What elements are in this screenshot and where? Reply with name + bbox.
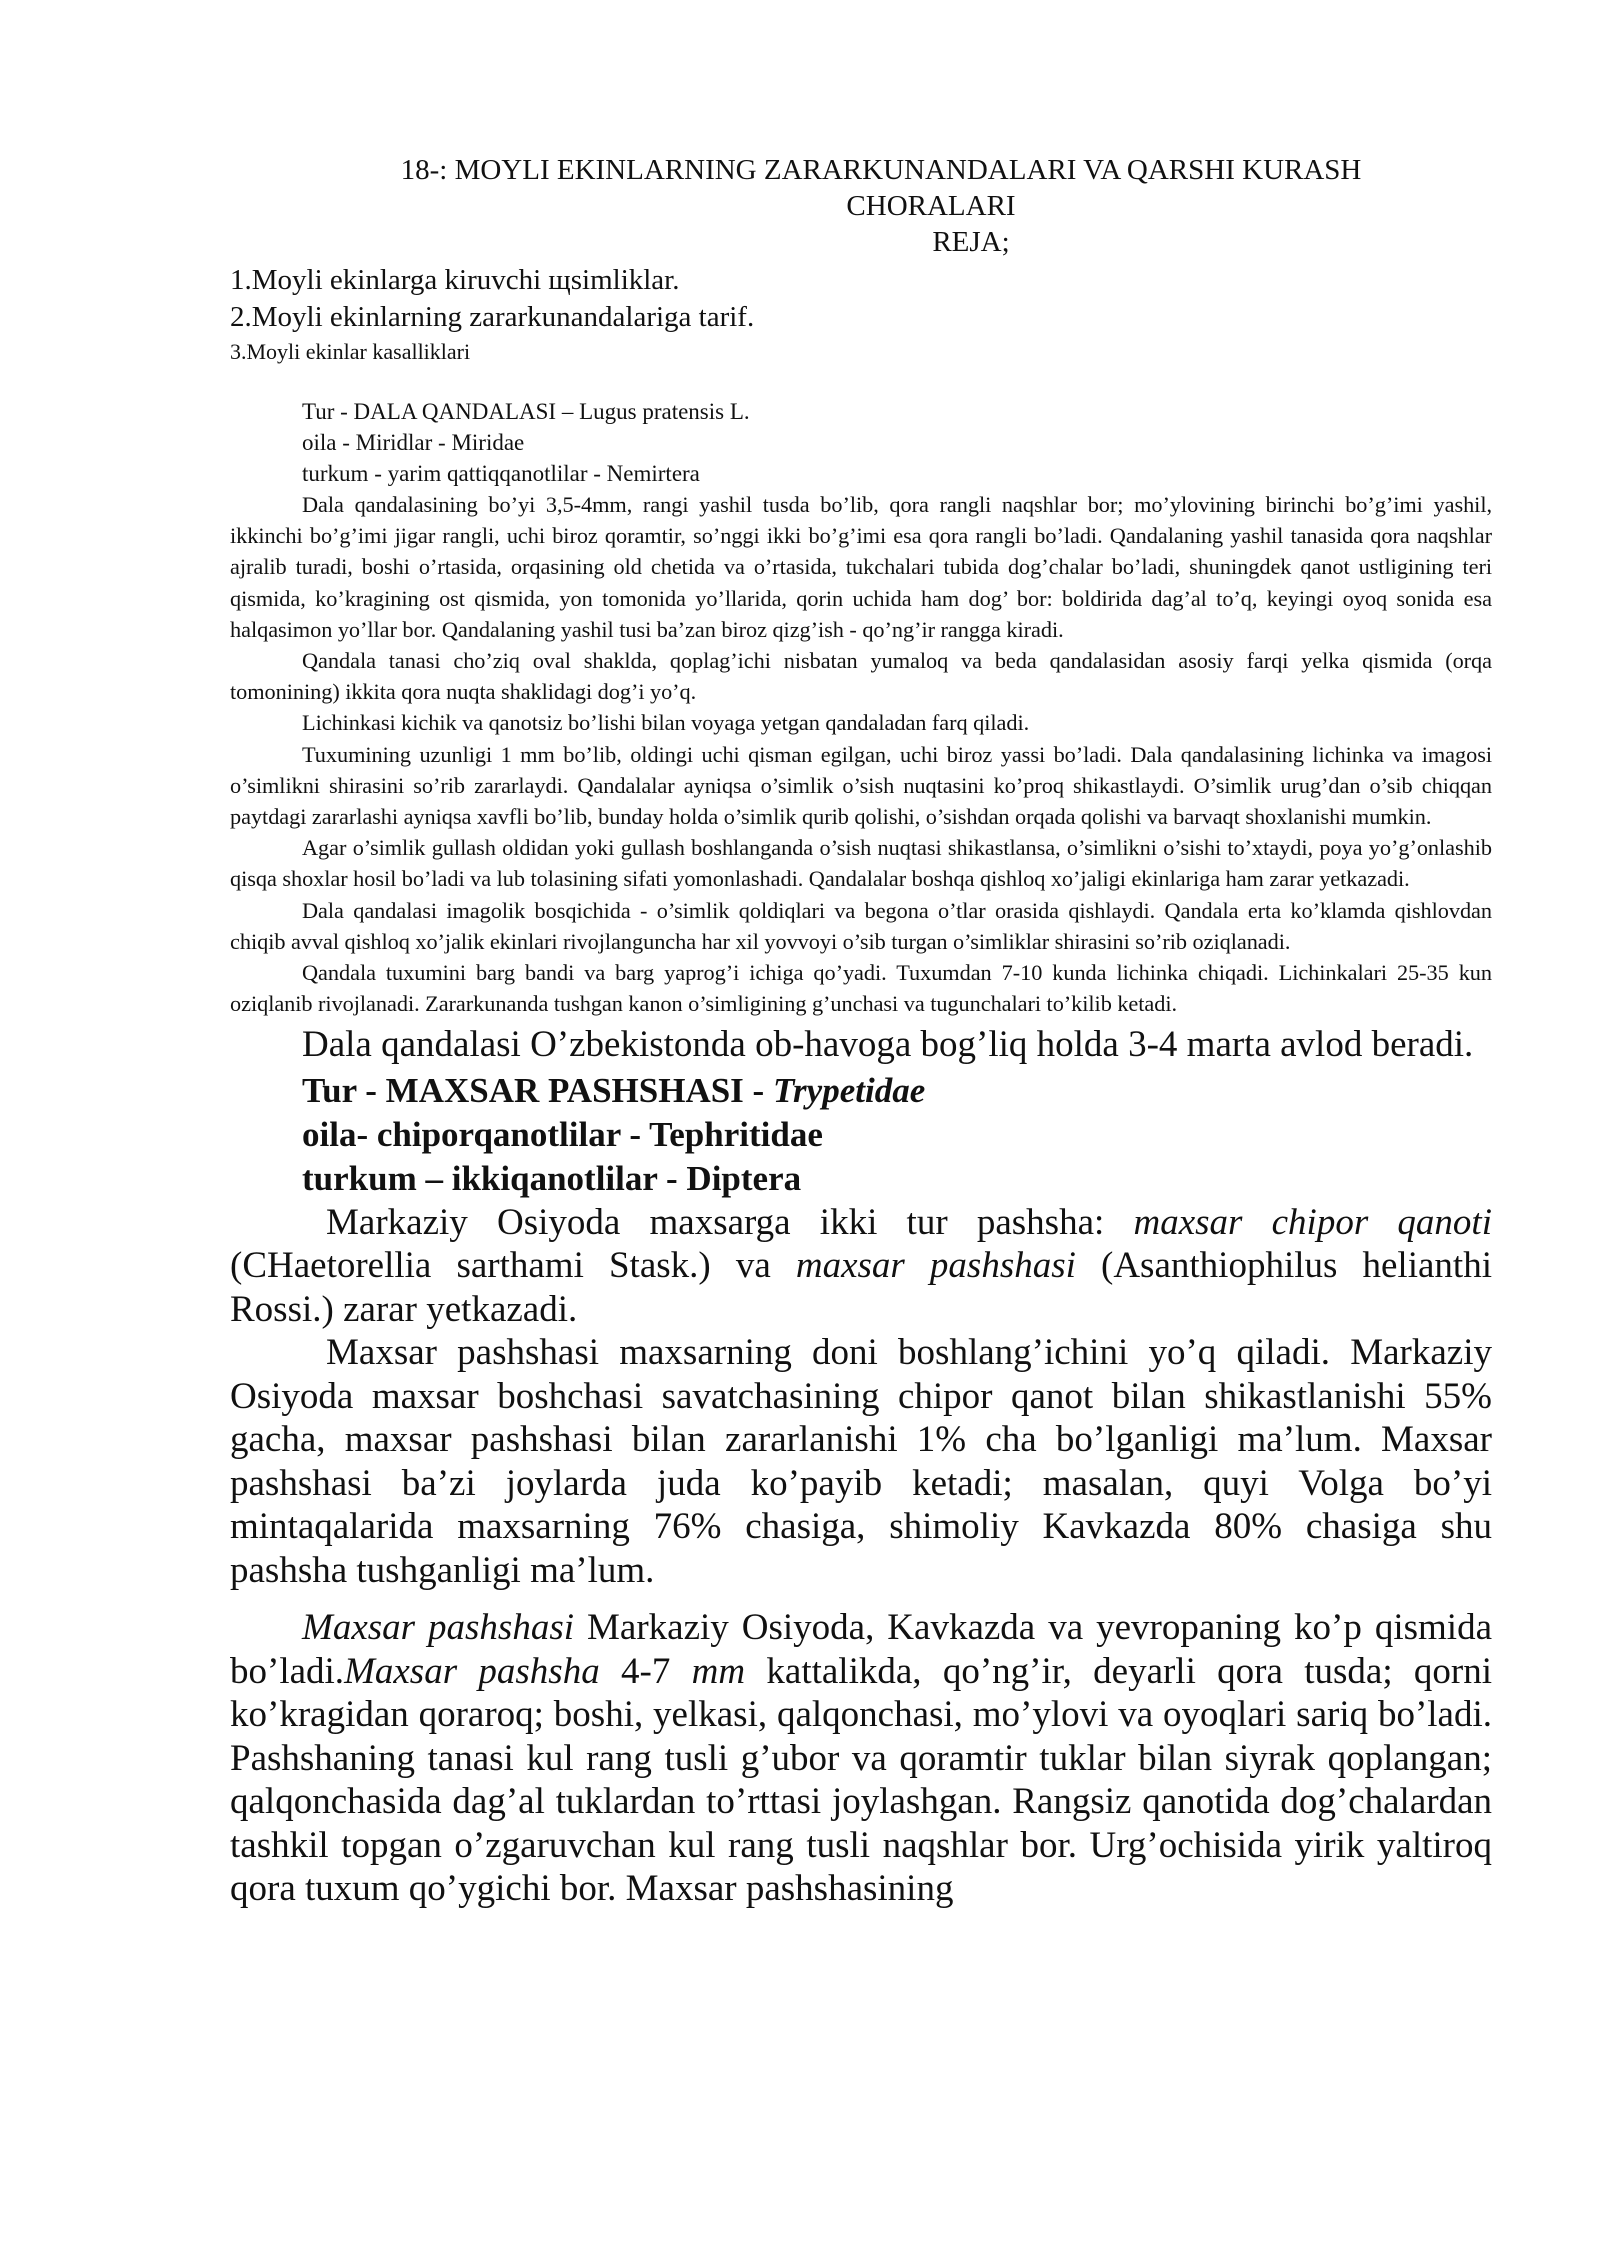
taxonomy-tur-latin: Trypetidae — [772, 1070, 926, 1110]
paragraph: Dala qandalasining bo’yi 3,5-4mm, rangi yashil tusda bo’lib, qora rangli naqshlar bor; mo’ylovining birinchi bo’g’imi yashil, ikkinchi bo’g’imi jigar rangli, uchi biroz qoramtir, so’nggi ikki bo’g’imi esa qora rangli bo’ladi. Qandalaning yashil tanasida qora naqshlar ajralib turadi, boshi o’rtasida, orqasining old chetida va o’rtasida, tukchalari tubida dog’chalar bo’ladi, shuningdek qanot ustligining teri qismida, ko’kragining ost qismida, yon tomonida yo’llarida, qorin uchida ham dog’ bor: boldirida dag’al to’q, keyingi oyoq sonida esa halqasimon yo’llar bor. Qandalaning yashil tusi ba’zan biroz qizg’ish - qo’ng’ir rangga kiradi. — [230, 492, 1492, 642]
taxonomy-dala-qandalasi — [302, 396, 1492, 489]
plan-item-3: 3.Moyli ekinlar kasalliklari — [230, 339, 471, 364]
taxonomy-tur-text: Tur - MAXSAR PASHSHASI - — [302, 1070, 773, 1110]
title-line-1: 18-: MOYLI EKINLARNING ZARARKUNANDALARI VA QARSHI KURASH — [400, 154, 1362, 186]
text-run: Markaziy Osiyoda, Kavkazda va yevropaning ko’p qismida bo’ladi. — [230, 1607, 1492, 1692]
plan-item-1: 1.Moyli ekinlarga kiruvchi щsimliklar. — [230, 264, 680, 296]
document-title — [230, 152, 1492, 260]
paragraph-large: Dala qandalasi O’zbekistonda ob-havoga bog’liq holda 3-4 marta avlod beradi. — [302, 1024, 1474, 1066]
taxonomy-tur: Tur - DALA QANDALASI – Lugus pratensis L. — [302, 399, 750, 424]
italic-term: Maxsar pashsha — [344, 1650, 600, 1692]
taxonomy-oila: oila- chiporqanotlilar - Tephritidae — [302, 1114, 823, 1154]
text-run: Markaziy Osiyoda maxsarga ikki tur pashsha: — [326, 1201, 1134, 1243]
taxonomy-oila: oila - Miridlar - Miridae — [302, 430, 525, 455]
paragraph: Qandala tanasi cho’ziq oval shaklda, qoplag’ichi nisbatan yumaloq va beda qandalasidan asosiy farqi yelka qismida (orqa tomonining) ikkita qora nuqta shaklidagi dog’i yo’q. — [230, 648, 1492, 705]
paragraph-large — [230, 1201, 1492, 1332]
page-content — [230, 152, 1492, 1911]
taxonomy-turkum: turkum - yarim qattiqqanotlilar - Nemirtera — [302, 461, 700, 486]
title-line-3: REJA; — [932, 226, 1010, 258]
taxonomy-tur — [302, 1069, 1492, 1113]
text-run: 4-7 — [599, 1650, 692, 1692]
text-run: (Asanthiophilus helianthi Rossi.) zarar yetkazadi. — [230, 1245, 1492, 1330]
paragraph-large: Maxsar pashshasi maxsarning doni boshlang’ichini yo’q qiladi. Markaziy Osiyoda maxsar boshchasi savatchasining chipor qanot bilan shikastlanishi 55% gacha, maxsar pashshasi bilan zararlanishi 1% cha bo’lganligi ma’lum. Maxsar pashshasi ba’zi joylarda juda ko’payib ketadi; masalan, quyi Volga bo’yi mintaqalarida maxsarning 76% chasiga, shimoliy Kavkazda 80% chasiga shu pashsha tushganligi ma’lum. — [230, 1332, 1492, 1591]
text-run: (CHaetorellia sarthami Stask.) va — [230, 1245, 796, 1287]
text-run: kattalikda, qo’ng’ir, deyarli qora tusda; qorni ko’kragidan qoraroq; boshi, yelkasi, qalqonchasi, mo’ylovi va oyoqlari sariq bo’ladi. Pashshaning tanasi kul rang tusli g’ubor va qoramtir tuklar bilan siyrak qoplangan; qalqonchasida dag’al tuklardan to’rttasi joylashgan. Rangsiz qanotida dog’chalardan tashkil topgan o’zgaruvchan kul rang tusli naqshlar bor. Urg’ochisida yirik yaltiroq qora tuxum qo’ygichi bor. Maxsar pashshasining — [230, 1650, 1492, 1910]
taxonomy-maxsar-pashshasi — [302, 1069, 1492, 1201]
italic-term: maxsar pashshasi — [795, 1245, 1076, 1287]
paragraph-large — [230, 1606, 1492, 1911]
plan-list — [230, 262, 1492, 368]
italic-term: maxsar chipor qanoti — [1133, 1201, 1492, 1243]
taxonomy-turkum: turkum – ikkiqanotlilar - Diptera — [302, 1158, 802, 1198]
paragraph: Tuxumining uzunligi 1 mm bo’lib, oldingi uchi qisman egilgan, uchi biroz yassi bo’ladi. Dala qandalasining lichinka va imagosi o’simlikni shirasini so’rib zararlaydi. Qandalalar ayniqsa o’simlik o’sish nuqtasini ko’proq shikastlaydi. O’simlik urug’dan o’sib chiqqan paytdagi zararlashi ayniqsa xavfli bo’lib, bunday holda o’simlik qurib qolishi, o’sishdan orqada qolishi va barvaqt shoxlanishi mumkin. — [230, 741, 1492, 830]
title-line-2: CHORALARI — [846, 190, 1016, 222]
italic-term: mm — [691, 1650, 746, 1692]
plan-item-2: 2.Moyli ekinlarning zararkunandalariga tarif. — [230, 301, 755, 333]
paragraph: Lichinkasi kichik va qanotsiz bo’lishi bilan voyaga yetgan qandaladan farq qiladi. — [302, 710, 1030, 736]
paragraph: Agar o’simlik gullash oldidan yoki gullash boshlanganda o’sish nuqtasi shikastlansa, o’simlikni o’sishi to’xtaydi, poya yo’g’onlashib qisqa shoxlar hosil bo’ladi va lub tolasining sifati yomonlashadi. Qandalalar boshqa qishloq xo’jaligi ekinlariga ham zarar yetkazadi. — [230, 835, 1492, 892]
italic-term: Maxsar pashshasi — [302, 1607, 575, 1649]
paragraph: Qandala tuxumini barg bandi va barg yaprog’i ichiga qo’yadi. Tuxumdan 7-10 kunda lichinka chiqadi. Lichinkalari 25-35 kun oziqlanib rivojlanadi. Zararkunanda tushgan kanon o’simligining g’unchasi va tugunchalari to’kilib ketadi. — [230, 960, 1492, 1017]
paragraph: Dala qandalasi imagolik bosqichida - o’simlik qoldiqlari va begona o’tlar orasida qishlaydi. Qandala erta ko’klamda qishlovdan chiqib avval qishloq xo’jalik ekinlari rivojlanguncha har xil yovvoyi o’sib turgan o’simliklar shirasini so’rib oziqlanadi. — [230, 897, 1492, 954]
